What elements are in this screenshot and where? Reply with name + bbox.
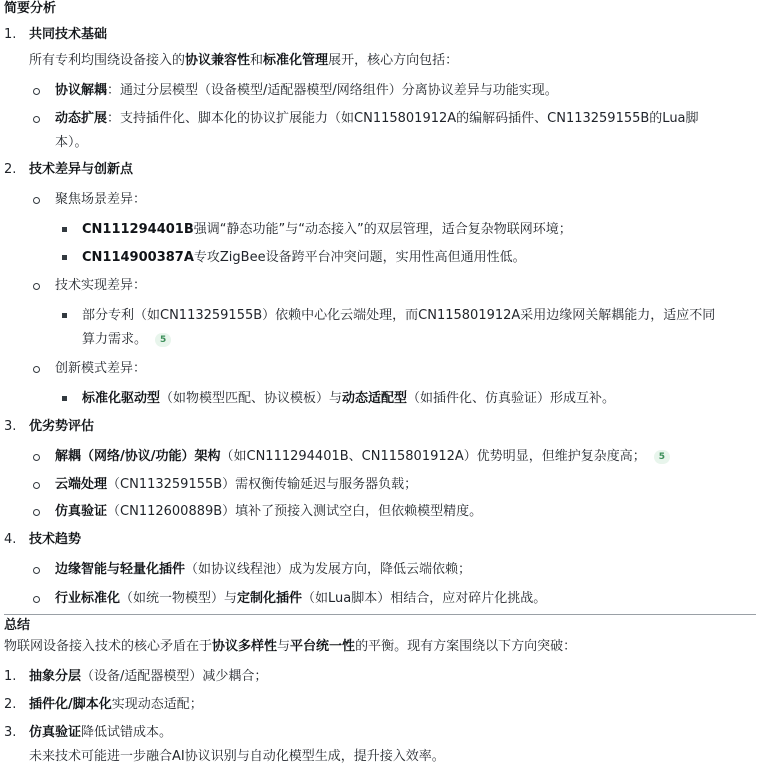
list-number: 4. (4, 532, 17, 547)
bullet-square-icon (62, 227, 67, 232)
bullet-circle-icon (33, 116, 40, 123)
bullet-continuation: 算力需求。 5 (82, 331, 171, 349)
list-number: 3. (4, 419, 17, 434)
paragraph: 所有专利均围绕设备接入的协议兼容性和标准化管理展开，核心方向包括： (29, 53, 459, 68)
paragraph-outro: 未来技术可能进一步融合AI协议识别与自动化模型生成，提升接入效率。 (29, 749, 445, 764)
document: 简要分析 1. 共同技术基础 所有专利均围绕设备接入的协议兼容性和标准化管理展开，核心方向包括： 协议解耦：通过分层模型（设备模型/适配器模型/网络组件）分离协议差异与功能实现。 动态扩展：支持插件化、脚本化的协议扩展能力（如CN115801912A的编解码插件、CN113259155B的Lua脚 本）。 2. 技术差异与创新点 聚焦场景差异： CN111294401B强调“静态功能”与“动态接入”的双层管理，适合复杂物联网环境； CN114900387A专攻ZigBee设备跨平台冲突问题，实用性高但通用性低。 技术实现差异： 部分专利（如CN113259155B）依赖中心化云端处理，而CN115801912A采用边缘网关解耦能力，适应不同 算力需求。 5 创新模式差异： 标准化驱动型（如物模型匹配、协议模板）与动态适配型（如插件化、仿真验证）形成互补。 3. 优劣势评估 解耦（网络/协议/功能）架构（如CN111294401B、CN115801912A）优势明显，但维护复杂度高； 5 云端处理（CN113259155B）需权衡传输延迟与服务器负载； 仿真验证（CN112600889B）填补了预接入测试空白，但依赖模型精度。 4. 技术趋势 边缘智能与轻量化插件（如协议线程池）成为发展方向，降低云端依赖； 行业标准化（如统一物模型）与定制化插件（如Lua脚本）相结合，应对碎片化挑战。 总结 物联网设备接入技术的核心矛盾在于协议多样性与平台统一性的平衡。现有方案围绕以下方向突破： 1. 抽象分层（设备/适配器模型）减少耦合； 2. 插件化/脚本化实现动态适配； 3. 仿真验证降低试错成本。 未来技术可能进一步融合AI协议识别与自动化模型生成，提升接入效率。 (0, 0, 762, 771)
citation-badge[interactable]: 5 (654, 450, 670, 464)
bullet-circle-icon (33, 283, 40, 290)
list-item-title: 共同技术基础 (29, 27, 108, 42)
section-heading-brief-analysis: 简要分析 (4, 1, 57, 16)
bullet-circle-icon (33, 197, 40, 204)
bullet-circle-icon (33, 454, 40, 461)
list-item-title: 技术差异与创新点 (29, 162, 134, 177)
paragraph: 物联网设备接入技术的核心矛盾在于协议多样性与平台统一性的平衡。现有方案围绕以下方向突破： (4, 639, 577, 654)
list-number: 1. (4, 27, 17, 42)
bullet-circle-icon (33, 366, 40, 373)
list-item-title: 优劣势评估 (29, 419, 95, 434)
horizontal-divider (4, 614, 756, 615)
bullet-square-icon (62, 255, 67, 260)
bullet-continuation: 本）。 (55, 135, 88, 150)
bullet-square-icon (62, 313, 67, 318)
bullet-circle-icon (33, 509, 40, 516)
citation-badge[interactable]: 5 (155, 333, 171, 347)
bullet-circle-icon (33, 567, 40, 574)
bullet-circle-icon (33, 88, 40, 95)
section-heading-summary: 总结 (4, 618, 31, 633)
bullet-circle-icon (33, 482, 40, 489)
list-item-title: 技术趋势 (29, 532, 82, 547)
bullet-square-icon (62, 396, 67, 401)
bullet-circle-icon (33, 596, 40, 603)
list-number: 2. (4, 162, 17, 177)
